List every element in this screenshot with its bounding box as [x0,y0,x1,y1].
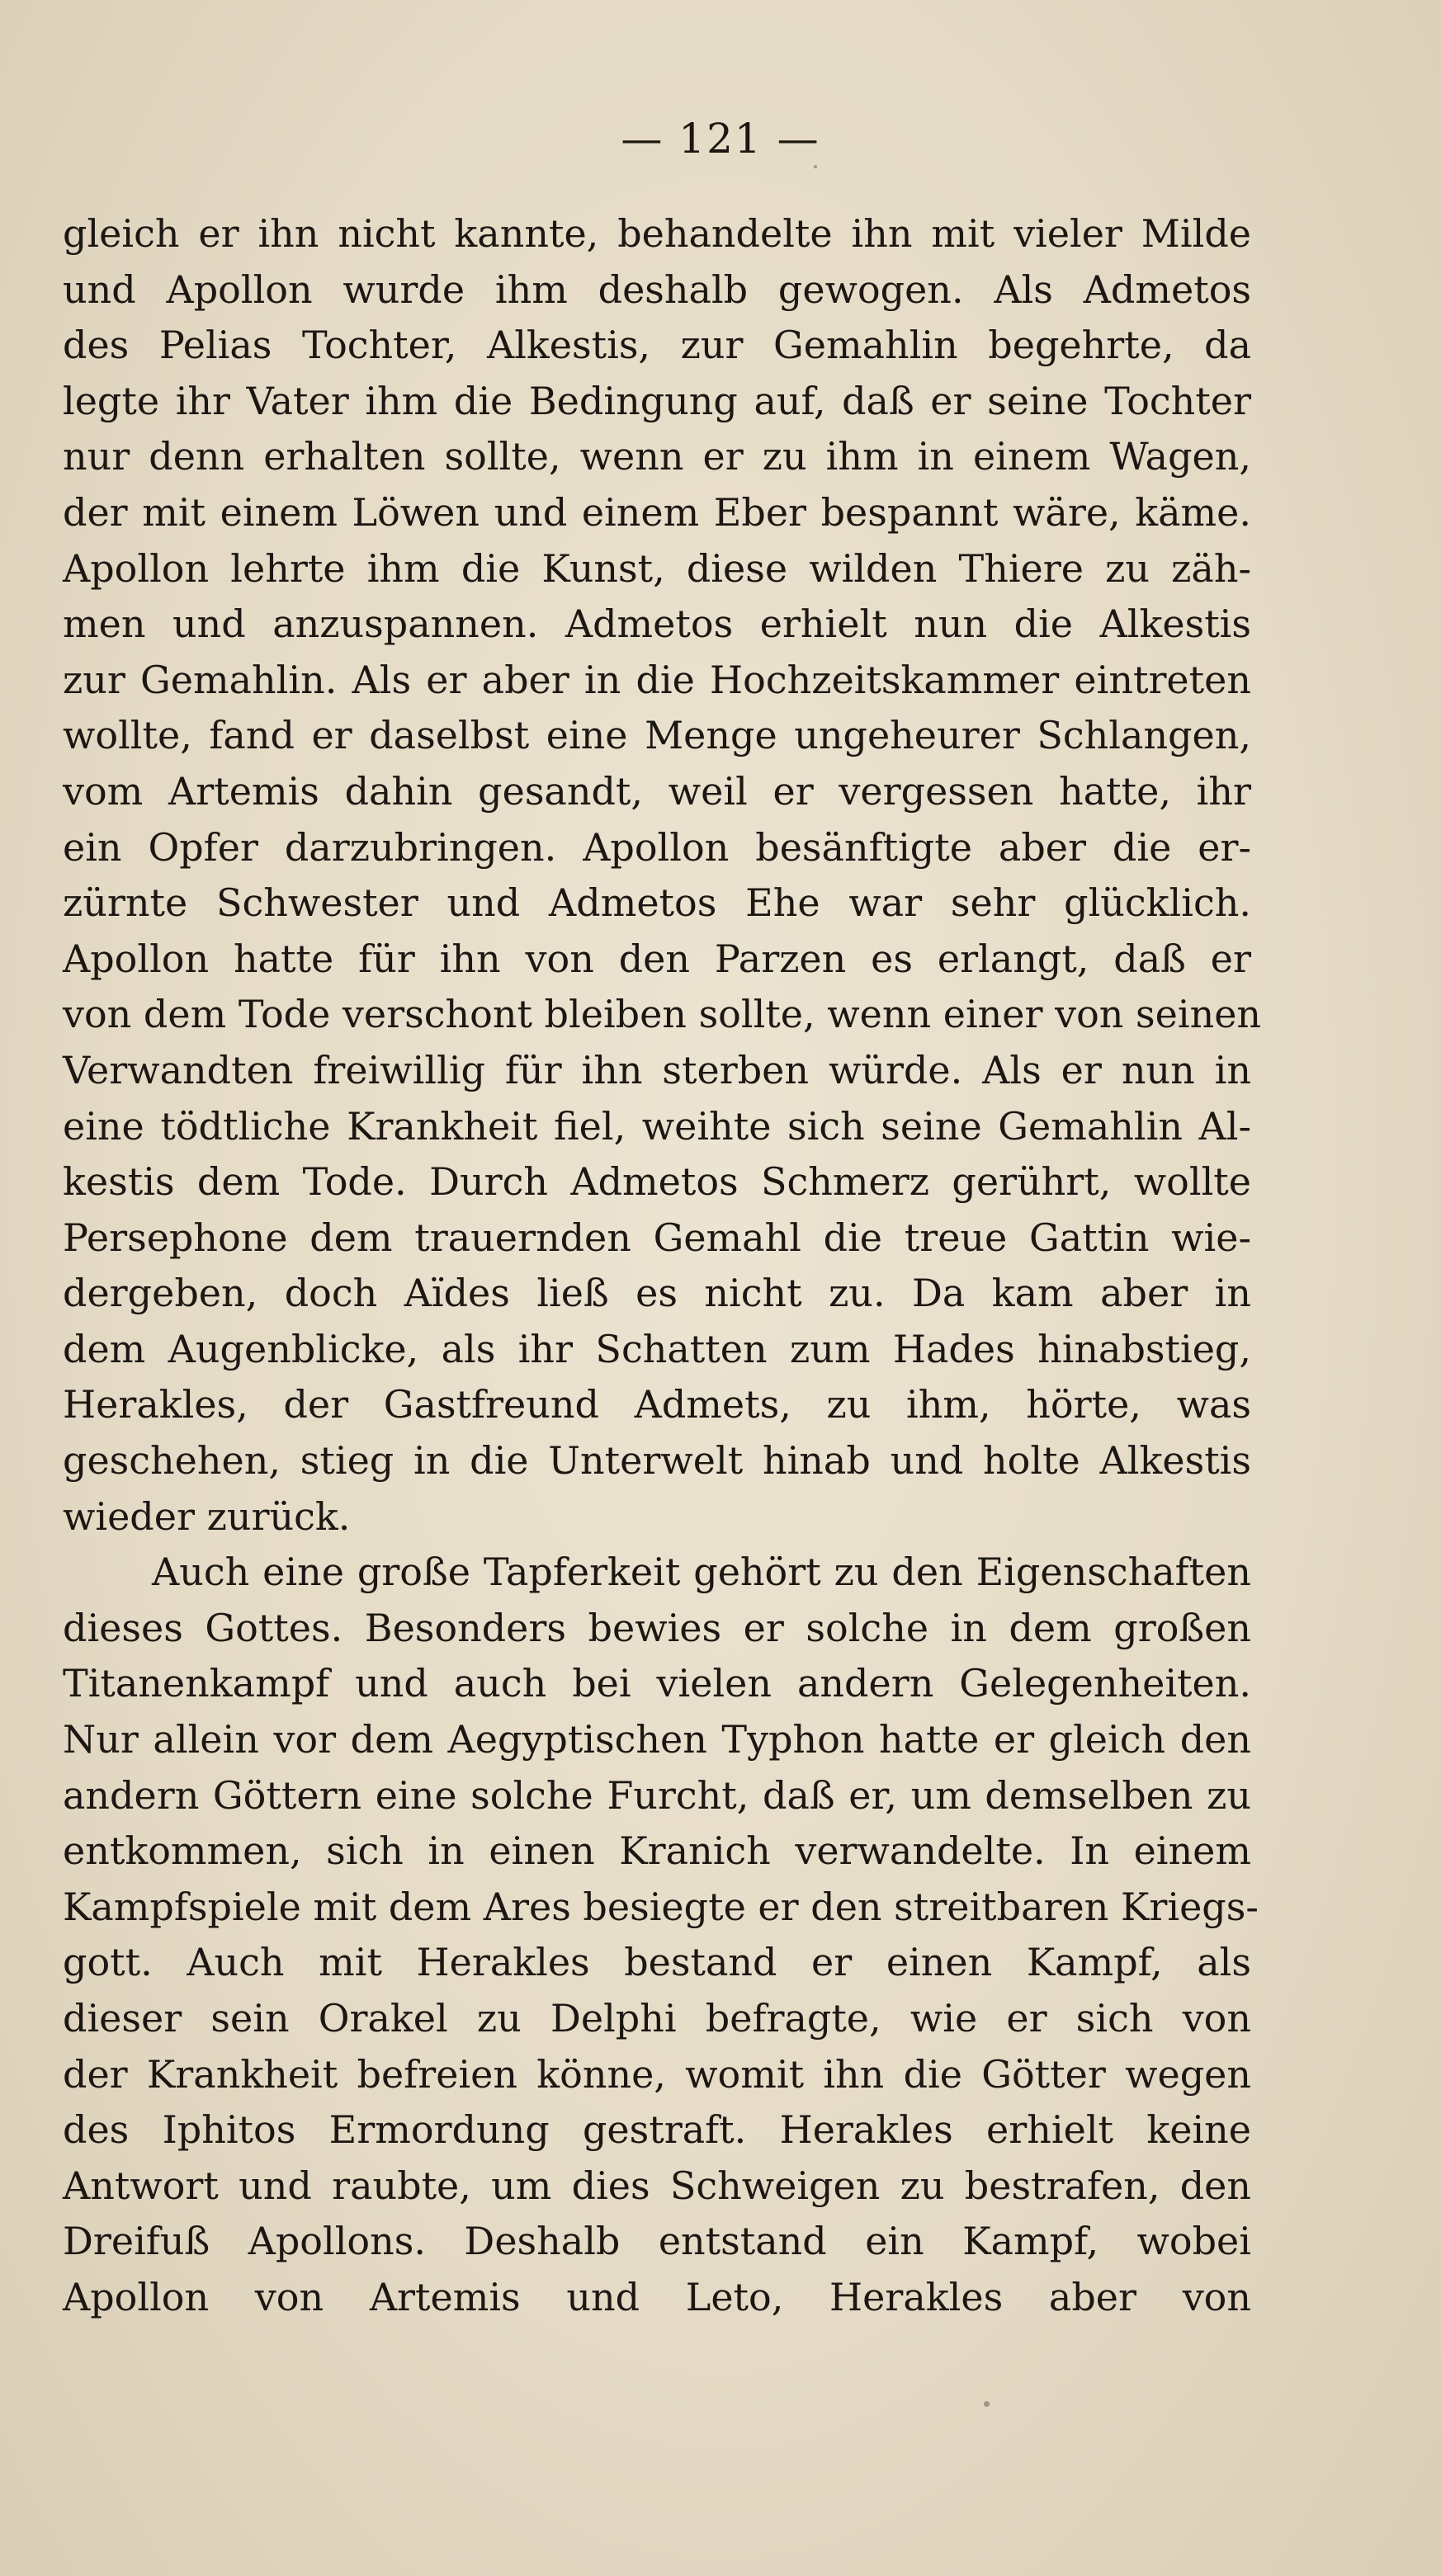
text-line: geschehen, stieg in die Unterwelt hinab und holte Alkestis [63,1438,1251,1484]
text-line: eine tödtliche Krankheit fiel, weihte sich seine Gemahlin Al- [63,1103,1251,1149]
paper-speck [814,165,817,168]
text-line: andern Göttern eine solche Furcht, daß er, um demselben zu [63,1772,1251,1818]
text-line: Dreifuß Apollons. Deshalb entstand ein Kampf, wobei [63,2219,1251,2264]
text-line: Auch eine große Tapferkeit gehört zu den Eigenschaften [152,1550,1251,1595]
paragraph-1 [63,206,1262,1545]
text-line: wieder zurück. [63,1493,351,1539]
text-line: dem Augenblicke, als ihr Schatten zum Hades hinabstieg, [63,1326,1251,1371]
text-line: Kampfspiele mit dem Ares besiegte er den streitbaren Kriegs- [63,1884,1259,1929]
text-line: Apollon lehrte ihm die Kunst, diese wilden Thiere zu zäh- [63,545,1251,591]
text-line: und Apollon wurde ihm deshalb gewogen. Als Admetos [63,267,1251,312]
text-line: von dem Tode verschont bleiben sollte, wenn einer von seinen [63,992,1262,1037]
text-line: zur Gemahlin. Als er aber in die Hochzeitskammer eintreten [63,657,1251,702]
page-number: — 121 — [621,115,820,163]
paper-speck [984,2401,990,2407]
text-line: vom Artemis dahin gesandt, weil er vergessen hatte, ihr [63,768,1251,814]
text-line: zürnte Schwester und Admetos Ehe war sehr glücklich. [63,880,1251,926]
text-line: Verwandten freiwillig für ihn sterben würde. Als er nun in [63,1047,1251,1092]
text-line: Apollon von Artemis und Leto, Herakles aber von [63,2274,1251,2319]
text-line: ein Opfer darzubringen. Apollon besänftigte aber die er- [63,824,1251,870]
text-line: gott. Auch mit Herakles bestand er einen Kampf, als [63,1940,1251,1985]
text-line: Persephone dem trauernden Gemahl die treue Gattin wie- [63,1215,1251,1260]
text-line: entkommen, sich in einen Kranich verwandelte. In einem [63,1828,1251,1874]
text-line: kestis dem Tode. Durch Admetos Schmerz gerührt, wollte [63,1159,1251,1205]
text-line: des Iphitos Ermordung gestraft. Herakles erhielt keine [63,2107,1251,2153]
text-line: wollte, fand er daselbst eine Menge ungeheurer Schlangen, [63,713,1251,758]
text-line: Titanenkampf und auch bei vielen andern Gelegenheiten. [63,1661,1251,1706]
text-line: men und anzuspannen. Admetos erhielt nun die Alkestis [63,602,1251,647]
text-line: Antwort und raubte, um dies Schweigen zu bestrafen, den [63,2163,1251,2208]
text-line: Nur allein vor dem Aegyptischen Typhon hatte er gleich den [63,1717,1251,1762]
text-line: Herakles, der Gastfreund Admets, zu ihm, hörte, was [63,1382,1251,1427]
text-line: der mit einem Löwen und einem Eber bespannt wäre, käme. [63,489,1251,535]
text-line: der Krankheit befreien könne, womit ihn die Götter wegen [63,2051,1251,2097]
text-line: dieser sein Orakel zu Delphi befragte, wie er sich von [63,1996,1251,2041]
text-line: Apollon hatte für ihn von den Parzen es erlangt, daß er [63,936,1251,981]
text-line: dieses Gottes. Besonders bewies er solche in dem großen [63,1605,1251,1650]
text-line: nur denn erhalten sollte, wenn er zu ihm in einem Wagen, [63,434,1251,479]
body-text [63,206,1262,2326]
text-line: legte ihr Vater ihm die Bedingung auf, daß er seine Tochter [63,378,1251,423]
text-line: des Pelias Tochter, Alkestis, zur Gemahlin begehrte, da [63,323,1251,368]
text-line: dergeben, doch Aïdes ließ es nicht zu. Da kam aber in [63,1271,1251,1316]
paragraph-2 [63,1545,1259,2325]
text-line: gleich er ihn nicht kannte, behandelte ihn mit vieler Milde [63,211,1251,256]
